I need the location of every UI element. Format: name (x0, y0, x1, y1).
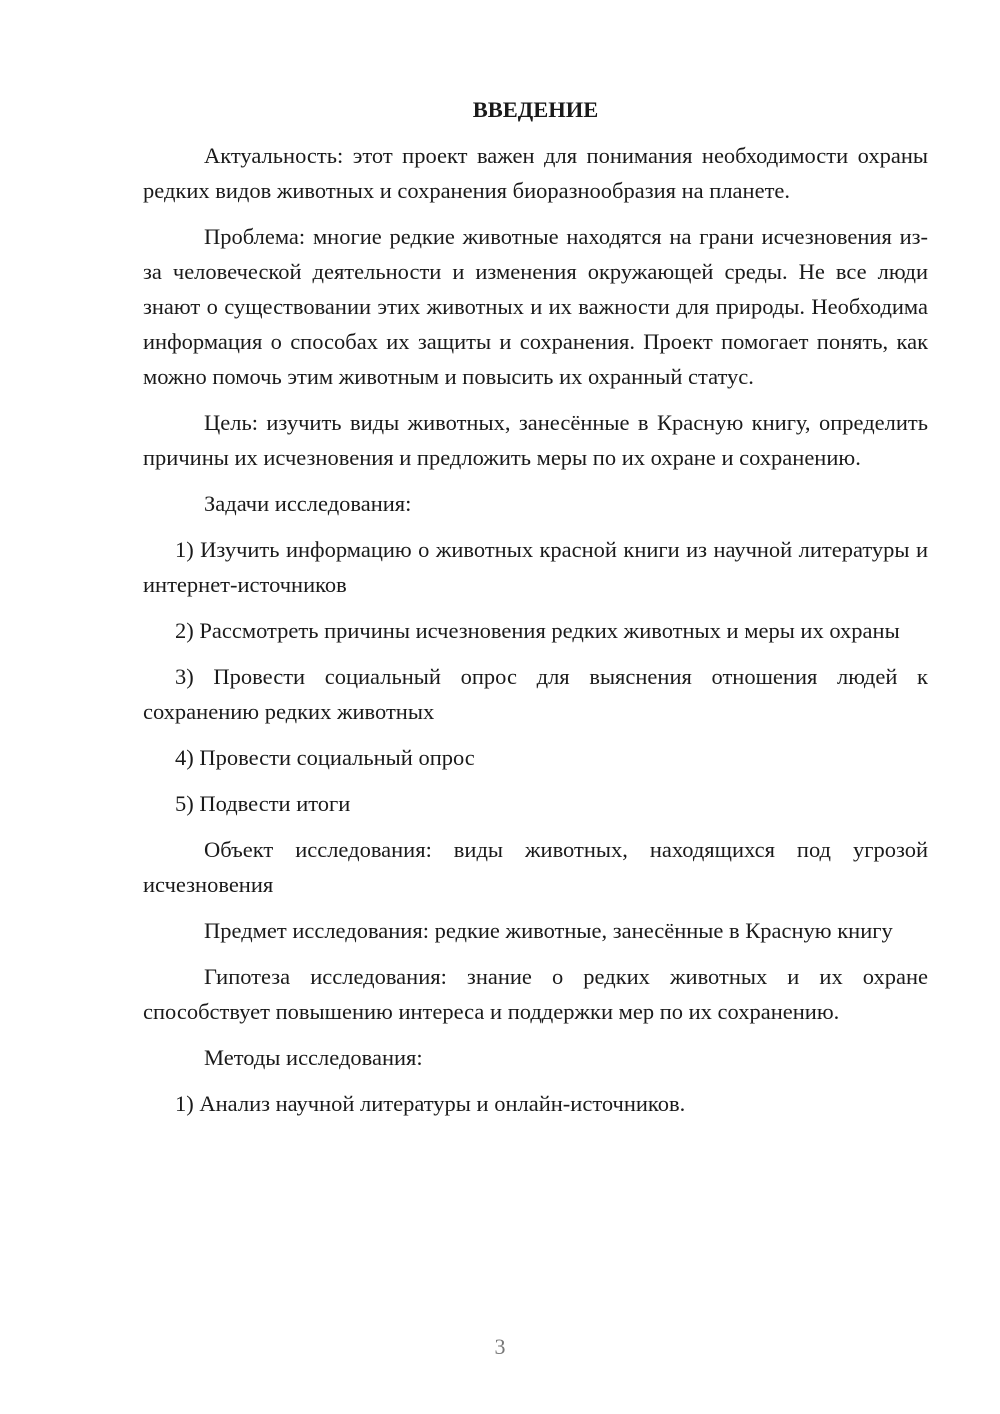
subject-paragraph: Предмет исследования: редкие животные, занесённые в Красную книгу (204, 918, 893, 943)
task-item-2: 2) Рассмотреть причины исчезновения редких животных и меры их охраны (175, 618, 900, 643)
methods-heading: Методы исследования: (204, 1045, 423, 1070)
task-item-3: 3) Провести социальный опрос для выяснения отношения людей к сохранению редких животных (143, 664, 928, 724)
object-paragraph: Объект исследования: виды животных, находящихся под угрозой исчезновения (143, 837, 928, 897)
document-page (143, 92, 928, 1132)
page-number: 3 (494, 1334, 506, 1359)
section-heading: ВВЕДЕНИЕ (472, 97, 599, 122)
task-item-1: 1) Изучить информацию о животных красной книги из научной литературы и интернет-источников (143, 537, 928, 597)
task-item-4: 4) Провести социальный опрос (175, 745, 475, 770)
tasks-heading: Задачи исследования: (204, 491, 412, 516)
task-item-5: 5) Подвести итоги (175, 791, 351, 816)
problem-paragraph: Проблема: многие редкие животные находятся на грани исчезновения из-за человеческой деятельности и изменения окружающей среды. Не все люди знают о существовании этих животных и их важности для природы. Необходима информация о способах их защиты и сохранения. Проект помогает понять, как можно помочь этим животным и повысить их охранный статус. (143, 224, 928, 389)
hypothesis-paragraph: Гипотеза исследования: знание о редких животных и их охране способствует повышению интереса и поддержки мер по их сохранению. (143, 964, 928, 1024)
method-item-1: 1) Анализ научной литературы и онлайн-источников. (175, 1091, 686, 1116)
goal-paragraph: Цель: изучить виды животных, занесённые в Красную книгу, определить причины их исчезновения и предложить меры по их охране и сохранению. (143, 410, 928, 470)
relevance-paragraph: Актуальность: этот проект важен для понимания необходимости охраны редких видов животных и сохранения биоразнообразия на планете. (143, 143, 928, 203)
